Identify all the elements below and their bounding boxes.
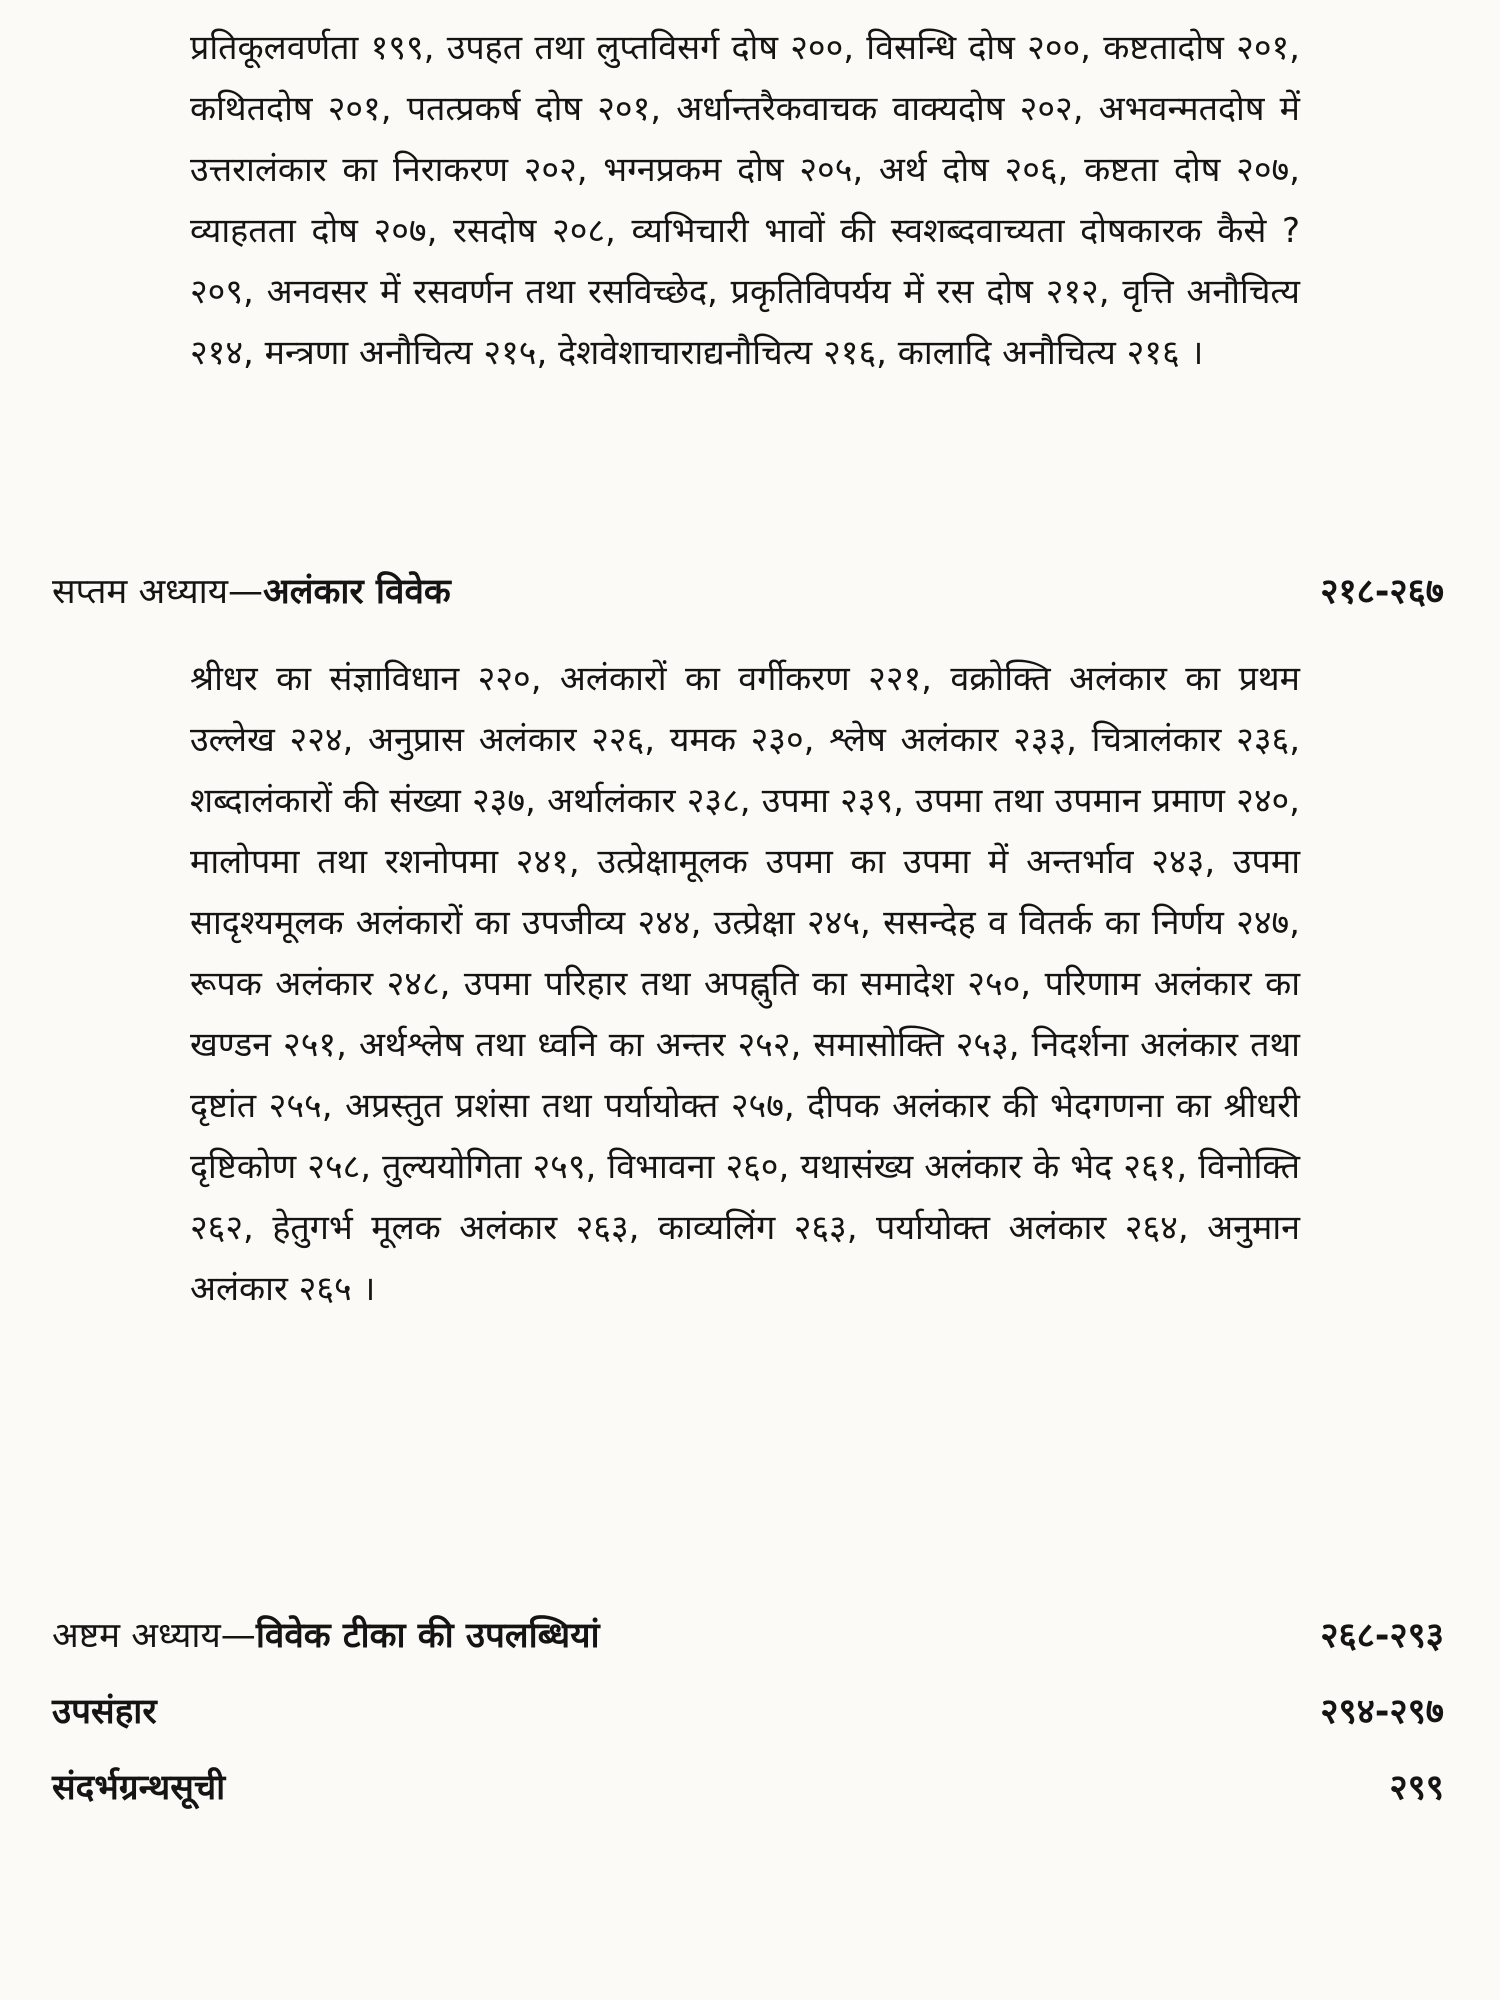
chapter8-title: विवेक टीका की उपलब्धियां (255, 1615, 600, 1656)
conclusion-title: उपसंहार (52, 1691, 157, 1732)
chapter7-topics: श्रीधर का संज्ञाविधान २२०, अलंकारों का वर्गीकरण २२१, वक्रोक्ति अलंकार का प्रथम उल्लेख २२४, अनुप्रास अलंकार २२६, यमक २३०, श्लेष अलंकार २३३, चित्रालंकार २३६, शब्दालंकारों की संख्या २३७, अर्थालंकार २३८, उपमा २३९, उपमा तथा उपमान प्रमाण २४०, मालोपमा तथा रशनोपमा २४१, उत्प्रेक्षामूलक उपमा का उपमा में अन्तर्भाव २४३, उपमा सादृश्यमूलक अलंकारों का उपजीव्य २४४, उत्प्रेक्षा २४५, ससन्देह व वितर्क का निर्णय २४७, रूपक अलंकार २४८, उपमा परिहार तथा अपह्नुति का समादेश २५०, परिणाम अलंकार का खण्डन २५१, अर्थश्लेष तथा ध्वनि का अन्तर २५२, समासोक्ति २५३, निदर्शना अलंकार तथा दृष्टांत २५५, अप्रस्तुत प्रशंसा तथा पर्यायोक्त २५७, दीपक अलंकार की भेदगणना का श्रीधरी दृष्टिकोण २५८, तुल्ययोगिता २५९, विभावना २६०, यथासंख्य अलंकार के भेद २६१, विनोक्ति २६२, हेतुगर्भ मूलक अलंकार २६३, काव्यलिंग २६३, पर्यायोक्त अलंकार २६४, अनुमान अलंकार २६५ । (190, 659, 1300, 1309)
chapter8-label (52, 1611, 600, 1658)
chapter8-heading (52, 1604, 1444, 1664)
conclusion-pages: २९४-२९७ (1320, 1691, 1444, 1732)
chapter7-prefix: सप्तम अध्याय— (52, 571, 264, 612)
bibliography-pages: २९९ (1389, 1767, 1444, 1808)
chapter8-prefix: अष्टम अध्याय— (52, 1615, 256, 1656)
chapter7-pages: २१८-२६७ (1320, 571, 1444, 612)
conclusion-heading (52, 1680, 1444, 1740)
chapter6-topics-continued: प्रतिकूलवर्णता १९९, उपहत तथा लुप्तविसर्ग दोष २००, विसन्धि दोष २००, कष्टतादोष २०१, कथितदोष २०१, पतत्प्रकर्ष दोष २०१, अर्धान्तरैकवाचक वाक्यदोष २०२, अभवन्मतदोष में उत्तरालंकार का निराकरण २०२, भग्नप्रकम दोष २०५, अर्थ दोष २०६, कष्टता दोष २०७, व्याहतता दोष २०७, रसदोष २०८, व्यभिचारी भावों की स्वशब्दवाच्यता दोषकारक कैसे ? २०९, अनवसर में रसवर्णन तथा रसविच्छेद, प्रकृतिविपर्यय में रस दोष २१२, वृत्ति अनौचित्य २१४, मन्त्रणा अनौचित्य २१५, देशवेशाचाराद्यनौचित्य २१६, कालादि अनौचित्य २१६ । (190, 28, 1300, 373)
bibliography-heading (52, 1756, 1444, 1816)
bibliography-title: संदर्भग्रन्थसूची (52, 1767, 226, 1808)
chapter8-pages: २६८-२९३ (1320, 1615, 1444, 1656)
chapter7-heading (52, 560, 1444, 620)
chapter7-title: अलंकार विवेक (263, 571, 451, 612)
chapter7-label (52, 567, 451, 614)
